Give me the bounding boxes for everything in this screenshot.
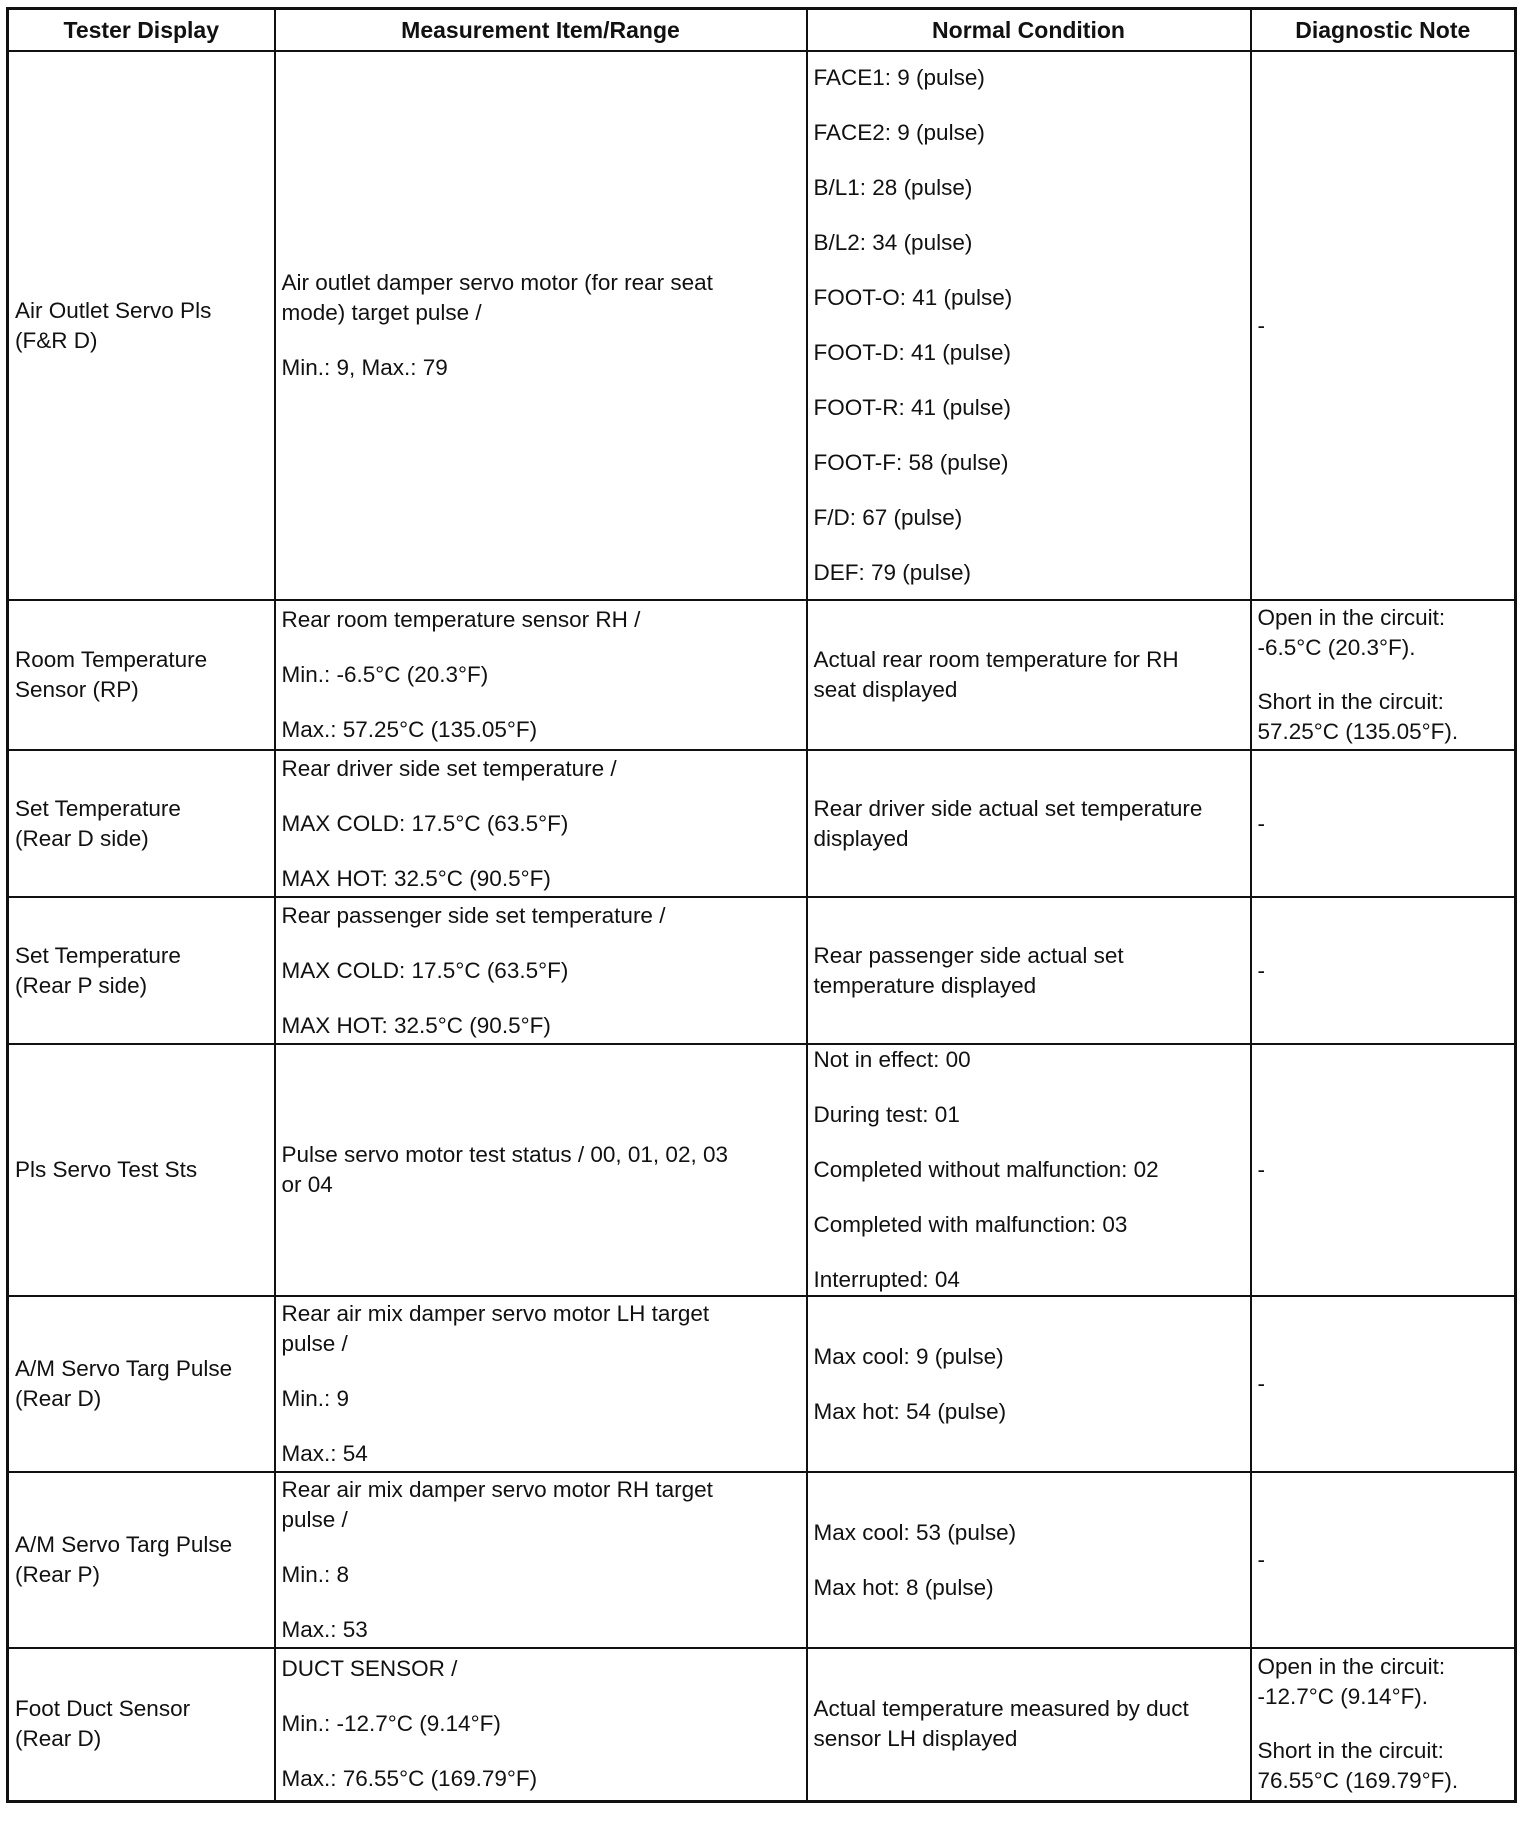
paragraph-gap [282, 1684, 800, 1709]
cell-text-line: - [1257, 957, 1265, 983]
cell-text-line: Open in the circuit: [1257, 605, 1446, 630]
measurement-cell [275, 600, 807, 750]
header-diagnostic-note: Diagnostic Note [1251, 9, 1516, 52]
paragraph-gap [282, 1535, 800, 1560]
paragraph-gap [814, 368, 1244, 393]
cell-text-line: Max.: 54 [281, 1441, 368, 1466]
tester-display-cell [8, 1648, 275, 1801]
cell-text-line: MAX HOT: 32.5°C (90.5°F) [281, 865, 551, 891]
tester-display-cell [8, 897, 275, 1044]
cell-text-line: Completed with malfunction: 03 [813, 1212, 1128, 1237]
paragraph-gap [814, 478, 1244, 503]
cell-text-line: Set Temperature [15, 795, 181, 821]
cell-text-line: A/M Servo Targ Pulse [15, 1356, 233, 1381]
cell-text-line: Foot Duct Sensor [15, 1696, 191, 1722]
paragraph-gap [814, 203, 1244, 228]
table-body [8, 51, 1516, 1801]
header-normal-condition: Normal Condition [807, 9, 1251, 52]
cell-text-line: Rear room temperature sensor RH / [281, 607, 641, 632]
cell-text-line: Max hot: 8 (pulse) [813, 1574, 994, 1600]
paragraph-gap [282, 1359, 800, 1384]
cell-text-line: A/M Servo Targ Pulse [15, 1532, 233, 1557]
data-monitor-table [6, 7, 1517, 1803]
cell-text-line: - [1257, 312, 1265, 338]
cell-text-line: FACE1: 9 (pulse) [813, 65, 985, 90]
cell-text-line: FOOT-R: 41 (pulse) [813, 395, 1012, 420]
cell-text-line: Sensor (RP) [15, 677, 139, 702]
normal-condition-cell [807, 1648, 1251, 1801]
paragraph-gap [814, 1130, 1244, 1155]
cell-text-line: - [1257, 810, 1265, 836]
cell-text-line: Max hot: 54 (pulse) [813, 1398, 1007, 1424]
table-row [8, 1044, 1516, 1296]
measurement-cell [275, 1044, 807, 1296]
cell-text-line: Min.: -6.5°C (20.3°F) [281, 662, 489, 687]
cell-text-line: Pulse servo motor test status / 00, 01, 02, 03 [281, 1142, 728, 1167]
cell-text-line: MAX COLD: 17.5°C (63.5°F) [281, 810, 569, 836]
paragraph-gap [1258, 1712, 1509, 1736]
cell-text-line: (F&R D) [15, 327, 98, 353]
paragraph-gap [814, 313, 1244, 338]
cell-text-line: (Rear P) [15, 1562, 101, 1587]
paragraph-gap [814, 1075, 1244, 1100]
cell-text-line: Max cool: 53 (pulse) [813, 1519, 1017, 1545]
paragraph-gap [282, 839, 800, 864]
diagnostic-note-cell [1251, 1044, 1516, 1296]
cell-text-line: DEF: 79 (pulse) [813, 560, 972, 585]
cell-text-line: Actual rear room temperature for RH [813, 647, 1179, 672]
cell-text-line: Room Temperature [15, 647, 208, 672]
normal-condition-cell [807, 600, 1251, 750]
cell-text-line: Pls Servo Test Sts [15, 1157, 198, 1182]
cell-text-line: Not in effect: 00 [813, 1047, 971, 1072]
diagnostic-note-cell [1251, 600, 1516, 750]
cell-text-line: DUCT SENSOR / [281, 1656, 458, 1682]
paragraph-gap [814, 1185, 1244, 1210]
normal-condition-cell [807, 750, 1251, 897]
paragraph-gap [814, 1548, 1244, 1573]
paragraph-gap [282, 1739, 800, 1764]
cell-text-line: Rear air mix damper servo motor LH target [281, 1301, 710, 1326]
normal-condition-cell [807, 1472, 1251, 1648]
normal-condition-cell [807, 1296, 1251, 1472]
cell-text-line: Rear passenger side actual set [813, 942, 1124, 968]
cell-text-line: Min.: 8 [281, 1562, 350, 1587]
cell-text-line: F/D: 67 (pulse) [813, 505, 963, 530]
cell-text-line: MAX COLD: 17.5°C (63.5°F) [281, 957, 569, 983]
cell-text-line: pulse / [281, 1507, 348, 1532]
paragraph-gap [282, 1590, 800, 1615]
normal-condition-cell [807, 897, 1251, 1044]
tester-display-cell [8, 1472, 275, 1648]
measurement-cell [275, 51, 807, 600]
paragraph-gap [814, 148, 1244, 173]
cell-text-line: (Rear D) [15, 1726, 102, 1752]
tester-display-cell [8, 51, 275, 600]
paragraph-gap [814, 533, 1244, 558]
cell-text-line: Max.: 76.55°C (169.79°F) [281, 1766, 538, 1792]
table-row [8, 1296, 1516, 1472]
paragraph-gap [814, 423, 1244, 448]
spec-page [6, 7, 1517, 1803]
cell-text-line: - [1257, 1157, 1265, 1182]
cell-text-line: -12.7°C (9.14°F). [1257, 1684, 1429, 1710]
cell-text-line: Min.: -12.7°C (9.14°F) [281, 1711, 501, 1737]
cell-text-line: Actual temperature measured by duct [813, 1696, 1189, 1722]
measurement-cell [275, 1472, 807, 1648]
cell-text-line: -6.5°C (20.3°F). [1257, 635, 1416, 660]
cell-text-line: seat displayed [813, 677, 958, 702]
cell-text-line: MAX HOT: 32.5°C (90.5°F) [281, 1012, 551, 1038]
cell-text-line: Short in the circuit: [1257, 1738, 1444, 1764]
normal-condition-cell [807, 1044, 1251, 1296]
cell-text-line: sensor LH displayed [813, 1726, 1018, 1752]
table-row [8, 1472, 1516, 1648]
paragraph-gap [814, 258, 1244, 283]
paragraph-gap [282, 986, 800, 1011]
cell-text-line: FACE2: 9 (pulse) [813, 120, 985, 145]
table-row [8, 51, 1516, 600]
measurement-cell [275, 1296, 807, 1472]
cell-text-line: During test: 01 [813, 1102, 960, 1127]
cell-text-line: Min.: 9 [281, 1386, 350, 1411]
diagnostic-note-cell [1251, 1648, 1516, 1801]
cell-text-line: FOOT-F: 58 (pulse) [813, 450, 1009, 475]
paragraph-gap [282, 1414, 800, 1439]
tester-display-cell [8, 1044, 275, 1296]
cell-text-line: FOOT-O: 41 (pulse) [813, 285, 1013, 310]
paragraph-gap [282, 328, 800, 353]
paragraph-gap [282, 784, 800, 809]
measurement-cell [275, 897, 807, 1044]
cell-text-line: Completed without malfunction: 02 [813, 1157, 1159, 1182]
cell-text-line: pulse / [281, 1331, 348, 1356]
measurement-cell [275, 750, 807, 897]
table-row [8, 600, 1516, 750]
table-row [8, 750, 1516, 897]
cell-text-line: Rear driver side set temperature / [281, 755, 617, 781]
tester-display-cell [8, 600, 275, 750]
cell-text-line: Min.: 9, Max.: 79 [281, 355, 448, 380]
table-row [8, 897, 1516, 1044]
cell-text-line: 57.25°C (135.05°F). [1257, 719, 1459, 744]
table-row [8, 1648, 1516, 1801]
cell-text-line: Max.: 57.25°C (135.05°F) [281, 717, 538, 742]
cell-text-line: or 04 [281, 1172, 333, 1197]
diagnostic-note-cell [1251, 1296, 1516, 1472]
tester-display-cell [8, 1296, 275, 1472]
measurement-cell [275, 1648, 807, 1801]
cell-text-line: temperature displayed [813, 972, 1037, 998]
cell-text-line: Air Outlet Servo Pls [15, 297, 212, 323]
header-tester-display: Tester Display [8, 9, 275, 52]
cell-text-line: 76.55°C (169.79°F). [1257, 1768, 1459, 1794]
cell-text-line: (Rear P side) [15, 972, 148, 998]
cell-text-line: Max cool: 9 (pulse) [813, 1343, 1004, 1369]
cell-text-line: mode) target pulse / [281, 300, 482, 325]
cell-text-line: B/L2: 34 (pulse) [813, 230, 973, 255]
normal-condition-cell [807, 51, 1251, 600]
diagnostic-note-cell [1251, 750, 1516, 897]
cell-text-line: (Rear D) [15, 1386, 102, 1411]
cell-text-line: FOOT-D: 41 (pulse) [813, 340, 1012, 365]
cell-text-line: Air outlet damper servo motor (for rear seat [281, 270, 713, 295]
tester-display-cell [8, 750, 275, 897]
paragraph-gap [814, 1372, 1244, 1397]
cell-text-line: Rear air mix damper servo motor RH target [281, 1477, 713, 1502]
diagnostic-note-cell [1251, 1472, 1516, 1648]
cell-text-line: displayed [813, 825, 909, 851]
cell-text-line: Open in the circuit: [1257, 1654, 1446, 1680]
paragraph-gap [282, 931, 800, 956]
cell-text-line: - [1257, 1371, 1265, 1396]
cell-text-line: Short in the circuit: [1257, 689, 1444, 714]
paragraph-gap [282, 635, 800, 660]
header-measurement-item: Measurement Item/Range [275, 9, 807, 52]
paragraph-gap [282, 690, 800, 715]
cell-text-line: Set Temperature [15, 942, 181, 968]
paragraph-gap [1258, 663, 1509, 687]
cell-text-line: (Rear D side) [15, 825, 149, 851]
cell-text-line: B/L1: 28 (pulse) [813, 175, 973, 200]
cell-text-line: Max.: 53 [281, 1617, 368, 1642]
cell-text-line: Rear driver side actual set temperature [813, 795, 1203, 821]
cell-text-line: Rear passenger side set temperature / [281, 902, 666, 928]
cell-text-line: - [1257, 1547, 1265, 1572]
diagnostic-note-cell [1251, 51, 1516, 600]
paragraph-gap [814, 93, 1244, 118]
cell-text-line: Interrupted: 04 [813, 1267, 960, 1292]
paragraph-gap [814, 1240, 1244, 1265]
header-row [8, 9, 1516, 52]
diagnostic-note-cell [1251, 897, 1516, 1044]
